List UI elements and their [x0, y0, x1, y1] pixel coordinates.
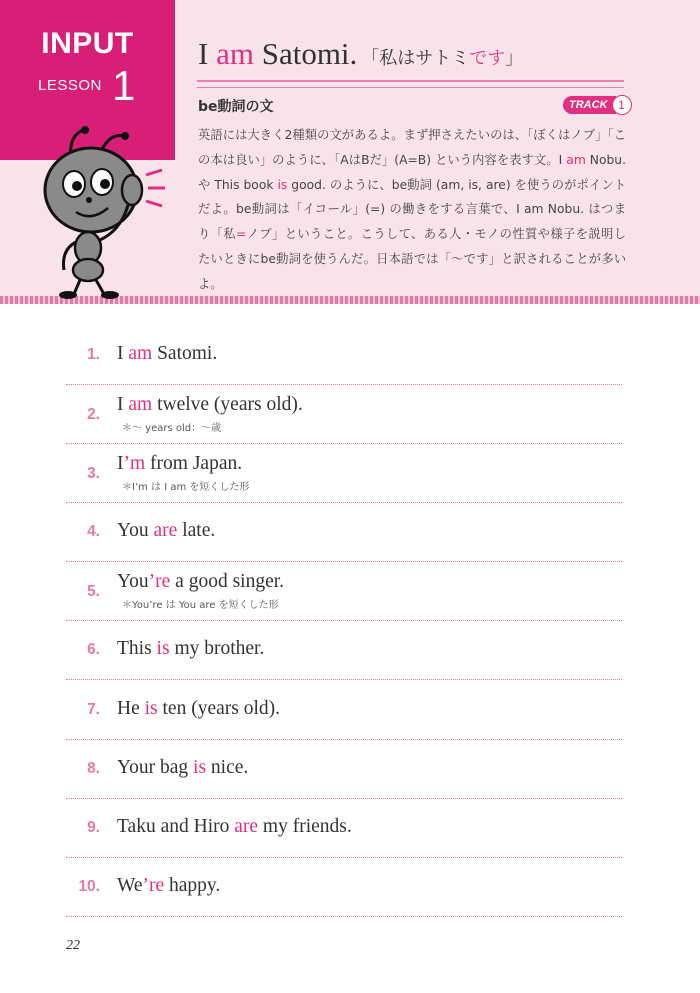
title-text: I: [198, 36, 217, 71]
section-heading: be動詞の文: [198, 99, 274, 115]
sentence-text: Your bag: [117, 757, 194, 778]
be-verb: are: [153, 520, 178, 541]
mascot-illustration: [16, 120, 166, 300]
title-rule: [197, 80, 624, 88]
example-sentence: [117, 698, 280, 720]
badge-title: INPUT: [41, 27, 134, 60]
sentence-text: happy.: [164, 875, 221, 896]
be-verb: am: [128, 343, 153, 364]
item-number: 9.: [87, 819, 100, 836]
item-number: 4.: [87, 523, 100, 540]
item-note: ＊I’m は I am を短くした形: [122, 482, 250, 493]
lesson-number: 1: [112, 62, 136, 109]
explanation-highlight: is: [277, 177, 288, 192]
sentence-text: I: [117, 343, 129, 364]
dotted-divider: [66, 798, 622, 799]
dotted-divider: [66, 916, 622, 917]
sentence-text: ten (years old).: [157, 698, 281, 719]
item-number: 10.: [78, 878, 100, 895]
be-verb: is: [144, 698, 158, 719]
dotted-divider: [66, 620, 622, 621]
lesson-title: [198, 36, 523, 72]
example-sentence: [117, 394, 303, 416]
explanation-highlight: =: [236, 227, 247, 242]
sentence-text: nice.: [206, 757, 249, 778]
example-sentence: [117, 343, 217, 365]
dotted-divider: [66, 384, 622, 385]
sentence-text: I: [117, 394, 129, 415]
title-ja-text: 「私はサトミ: [361, 48, 470, 69]
explanation-highlight: am: [566, 152, 586, 167]
explanation-part: 英語には大きく2種類の文があるよ。まず押さえたいのは、「ぼくはノブ」「この本は良い」のように、「AはBだ」(A=B) という内容を表す文。: [198, 128, 626, 167]
sentence-text: from Japan.: [145, 453, 243, 474]
dotted-divider: [66, 443, 622, 444]
title-english: [198, 36, 357, 71]
title-ja-text: 」: [505, 48, 524, 69]
sentence-text: Taku and Hiro: [117, 816, 235, 837]
be-verb: is: [193, 757, 207, 778]
be-verb: is: [156, 638, 170, 659]
explanation-part: good. のように、be動詞 (am, is, are) を使うのがポイントだよ。be動詞は「イコール」(=) の働きをする言葉で、I am Nobu. はつまり「私: [198, 177, 626, 242]
sentence-text: I: [117, 453, 124, 474]
lesson-label: LESSON: [38, 77, 102, 94]
be-verb: ’m: [123, 453, 146, 474]
dotted-divider: [66, 739, 622, 740]
example-sentence: [117, 757, 248, 779]
title-highlight: am: [216, 36, 254, 71]
be-verb: ’re: [142, 875, 165, 896]
item-number: 2.: [87, 406, 100, 423]
sentence-text: He: [117, 698, 145, 719]
example-sentence: [117, 638, 264, 660]
track-label: TRACK: [563, 96, 616, 114]
sentence-text: late.: [177, 520, 216, 541]
explanation-part: I: [558, 152, 567, 167]
sentence-text: my brother.: [169, 638, 265, 659]
be-verb: am: [128, 394, 153, 415]
sentence-text: a good singer.: [170, 571, 285, 592]
sentence-text: my friends.: [258, 816, 352, 837]
item-number: 6.: [87, 641, 100, 658]
audio-track-badge[interactable]: [563, 95, 632, 115]
dotted-divider: [66, 502, 622, 503]
example-sentence: [117, 520, 215, 542]
dotted-divider: [66, 679, 622, 680]
example-sentence: [117, 453, 242, 475]
explanation-part: ノブ」ということ。こうして、ある人・モノの性質や様子を説明したいときにbe動詞を使うんだ。日本語では「〜です」と訳されることが多いよ。: [198, 227, 626, 291]
item-note: ＊〜 years old：〜歳: [122, 423, 222, 434]
track-number: 1: [612, 95, 632, 115]
sentence-text: twelve (years old).: [152, 394, 303, 415]
be-verb: are: [234, 816, 259, 837]
sentence-text: Satomi.: [152, 343, 218, 364]
title-japanese: [361, 48, 523, 69]
dotted-divider: [66, 561, 622, 562]
item-number: 3.: [87, 465, 100, 482]
item-number: 7.: [87, 701, 100, 718]
sentence-text: This: [117, 638, 157, 659]
item-number: 1.: [87, 346, 100, 363]
be-verb: ’re: [148, 571, 171, 592]
item-number: 8.: [87, 760, 100, 777]
explanation-text: [198, 123, 626, 297]
sentence-text: You: [117, 520, 154, 541]
sentence-text: We: [117, 875, 143, 896]
sentence-text: You: [117, 571, 149, 592]
explanation-part: Nobu. や This book: [198, 152, 627, 192]
page-number: 22: [66, 938, 80, 953]
item-number: 5.: [87, 583, 100, 600]
title-text: Satomi.: [253, 36, 358, 71]
item-note: ＊You’re は You are を短くした形: [122, 600, 279, 611]
title-ja-highlight: です: [469, 48, 506, 69]
example-sentence: [117, 875, 220, 897]
example-sentence: [117, 816, 352, 838]
dotted-divider: [66, 857, 622, 858]
example-sentence: [117, 571, 284, 593]
